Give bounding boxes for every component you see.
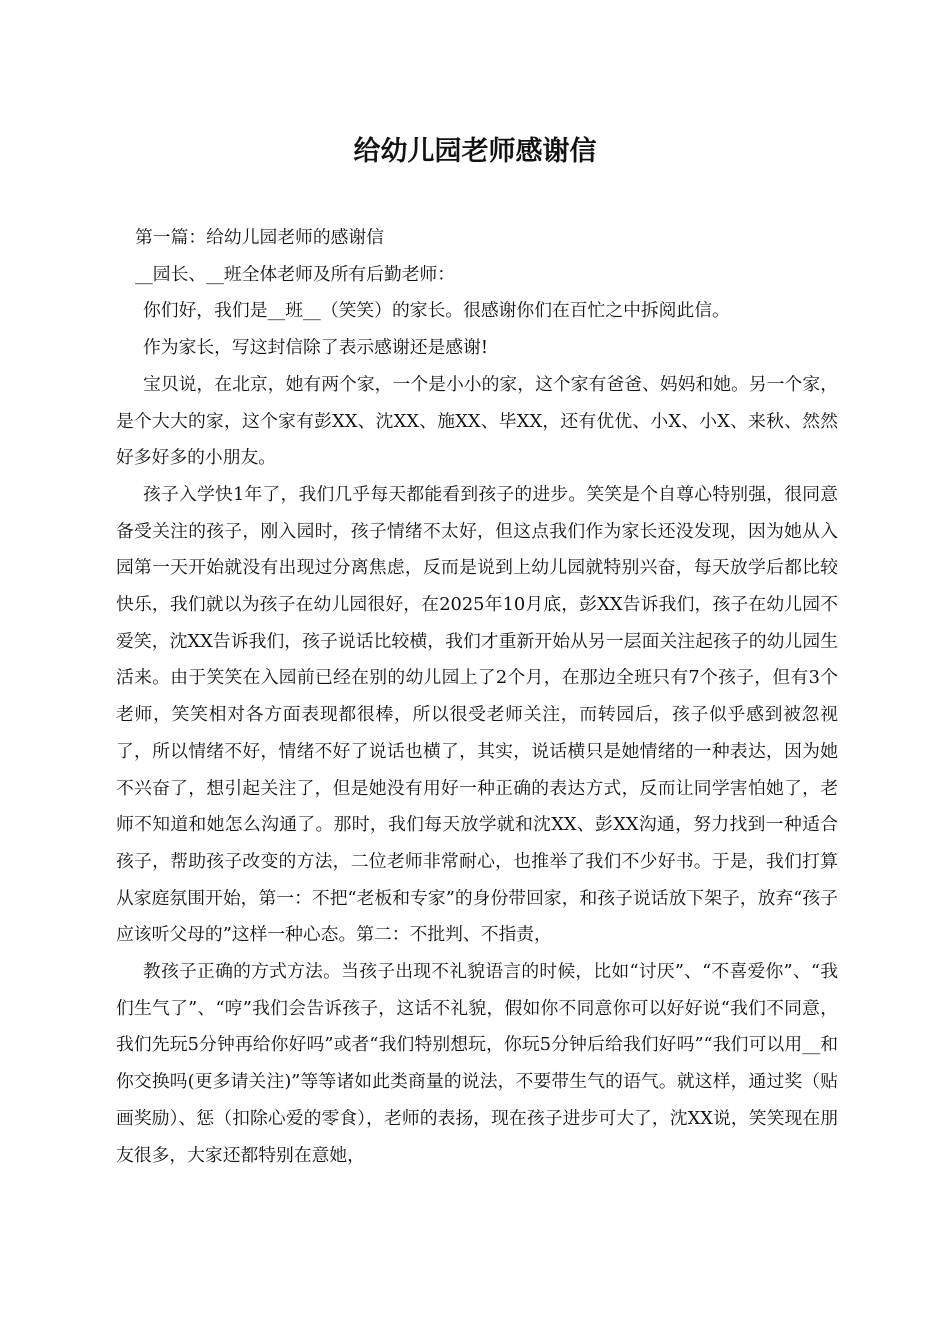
document-body [116,220,838,1174]
paragraph: 教孩子正确的方式方法。当孩子出现不礼貌语言的时候，比如“讨厌”、“不喜爱你”、“我们生气了”、“哼”我们会告诉孩子，这话不礼貌，假如你不同意你可以好好说“我们不同意，我们先玩5分钟再给你好吗”或者“我们特别想玩，你玩5分钟后给我们好吗”“我们可以用__和你交换吗(更多请关注)”等等诸如此类商量的说法，不要带生气的语气。就这样，通过奖（贴画奖励）、惩（扣除心爱的零食），老师的表扬，现在孩子进步可大了，沈XX说，笑笑现在朋友很多，大家还都特别在意她， [116,961,838,1166]
salutation: __园长、__班全体老师及所有后勤老师： [135,263,456,285]
paragraph: 你们好，我们是__班__（笑笑）的家长。很感谢你们在百忙之中拆阅此信。 [143,300,730,322]
paragraph: 作为家长，写这封信除了表示感谢还是感谢! [143,337,488,359]
document-title: 给幼儿园老师感谢信 [353,136,597,167]
paragraph: 孩子入学快1年了，我们几乎每天都能看到孩子的进步。笑笑是个自尊心特别强，很同意备受关注的孩子，刚入园时，孩子情绪不太好，但这点我们作为家长还没发现，因为她从入园第一天开始就没有出现过分离焦虑，反而是说到上幼儿园就特别兴奋，每天放学后都比较快乐，我们就以为孩子在幼儿园很好，在2025年10月底，彭XX告诉我们，孩子在幼儿园不爱笑，沈XX告诉我们，孩子说话比较横，我们才重新开始从另一层面关注起孩子的幼儿园生活来。由于笑笑在入园前已经在别的幼儿园上了2个月，在那边全班只有7个孩子，但有3个老师，笑笑相对各方面表现都很棒，所以很受老师关注，而转园后，孩子似乎感到被忽视了，所以情绪不好，情绪不好了说话也横了，其实，说话横只是她情绪的一种表达，因为她不兴奋了，想引起关注了，但是她没有用好一种正确的表达方式，反而让同学害怕她了，老师不知道和她怎么沟通了。那时，我们每天放学就和沈XX、彭XX沟通，努力找到一种适合孩子，帮助孩子改变的方法，二位老师非常耐心，也推举了我们不少好书。于是，我们打算从家庭氛围开始，第一：不把“老板和专家”的身份带回家，和孩子说话放下架子，放弃“孩子应该听父母的”这样一种心态。第二：不批判、不指责， [116,483,838,946]
paragraph: 宝贝说，在北京，她有两个家，一个是小小的家，这个家有爸爸、妈妈和她。另一个家，是个大大的家，这个家有彭XX、沈XX、施XX、毕XX，还有优优、小X、小X、来秋、然然好多好多的小朋友。 [116,373,838,469]
section-heading: 第一篇：给幼儿园老师的感谢信 [135,227,384,248]
